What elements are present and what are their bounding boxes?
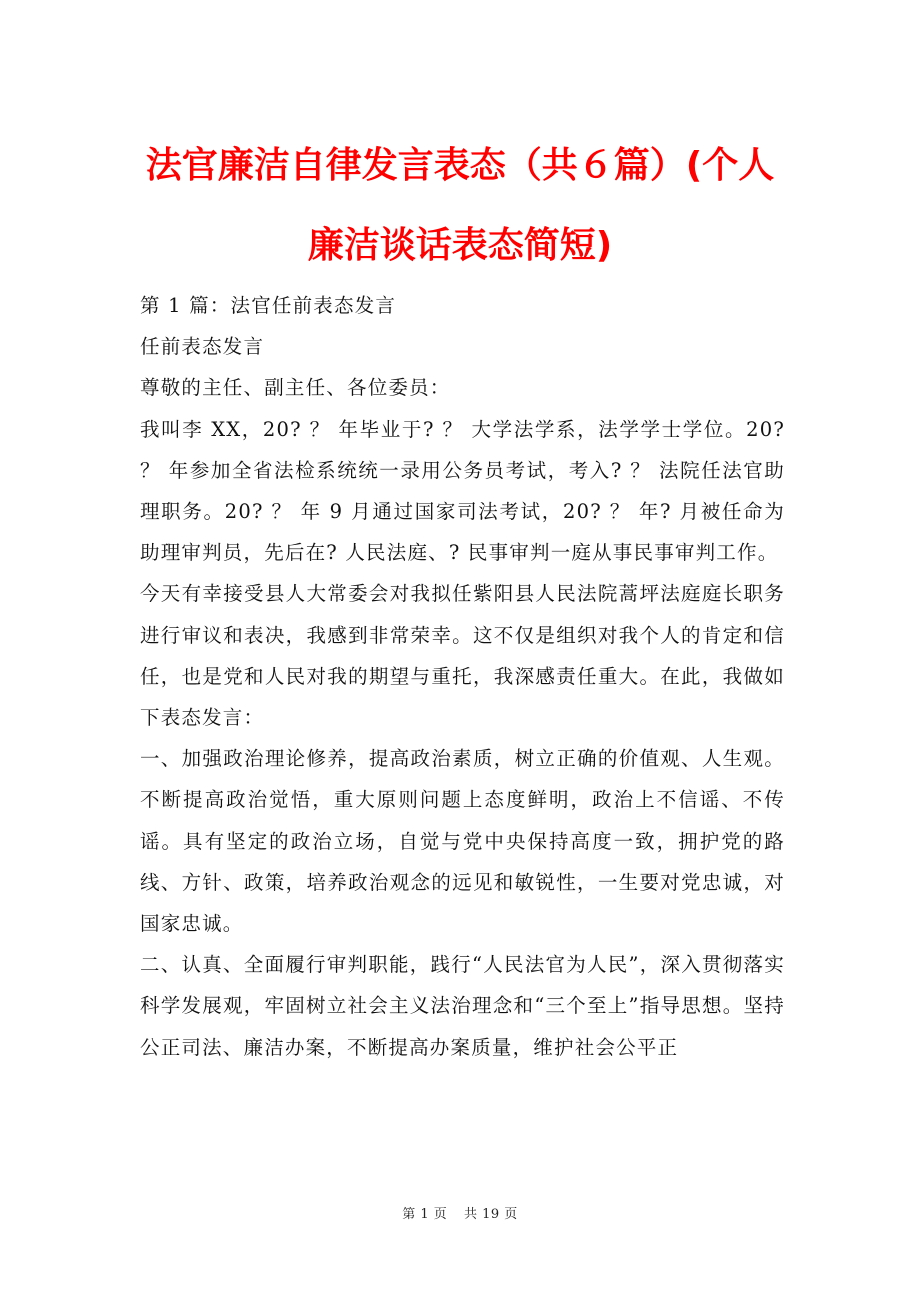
page-footer bbox=[0, 1203, 920, 1222]
subheading: 任前表态发言 bbox=[140, 335, 265, 359]
paragraph-point-two: 二、认真、全面履行审判职能，践行“人民法官为人民”，深入贯彻落实科学发展观，牢固树立社会主义法治理念和“三个至上”指导思想。坚持公正司法、廉洁办案，不断提高办案质量，维护社会公平正 bbox=[140, 953, 785, 1059]
page-number: 第 1 页 bbox=[402, 1207, 448, 1222]
salutation: 尊敬的主任、副主任、各位委员： bbox=[140, 376, 451, 400]
section-heading: 第 1 篇：法官任前表态发言 bbox=[140, 294, 397, 317]
page-total: 共 19 页 bbox=[463, 1207, 518, 1222]
paragraph-intro: 我叫李 XX，20? ？ 年毕业于? ？ 大学法学系，法学学士学位。20? ？ 年参加全省法检系统统一录用公务员考试，考入? ？ 法院任法官助理职务。20? ？ 年 9 月通过国家司法考试，20? ？ 年? 月被任命为助理审判员，先后在? 人民法庭、? 民事审判一庭从事民事审判工作。 bbox=[140, 417, 785, 565]
paragraph-statement: 今天有幸接受县人大常委会对我拟任紫阳县人民法院蒿坪法庭庭长职务进行审议和表决，我感到非常荣幸。这不仅是组织对我个人的肯定和信任，也是党和人民对我的期望与重托，我深感责任重大。在此，我做如下表态发言： bbox=[140, 582, 785, 730]
document-body bbox=[140, 285, 785, 1068]
document-title: 法官廉洁自律发言表态（共６篇）(个人廉洁谈话表态简短) bbox=[145, 145, 775, 266]
paragraph-point-one: 一、加强政治理论修养，提高政治素质，树立正确的价值观、人生观。不断提高政治觉悟，重大原则问题上态度鲜明，政治上不信谣、不传谣。具有坚定的政治立场，自觉与党中央保持高度一致，拥护党的路线、方针、政策，培养政治观念的远见和敏锐性，一生要对党忠诚，对国家忠诚。 bbox=[140, 747, 785, 936]
